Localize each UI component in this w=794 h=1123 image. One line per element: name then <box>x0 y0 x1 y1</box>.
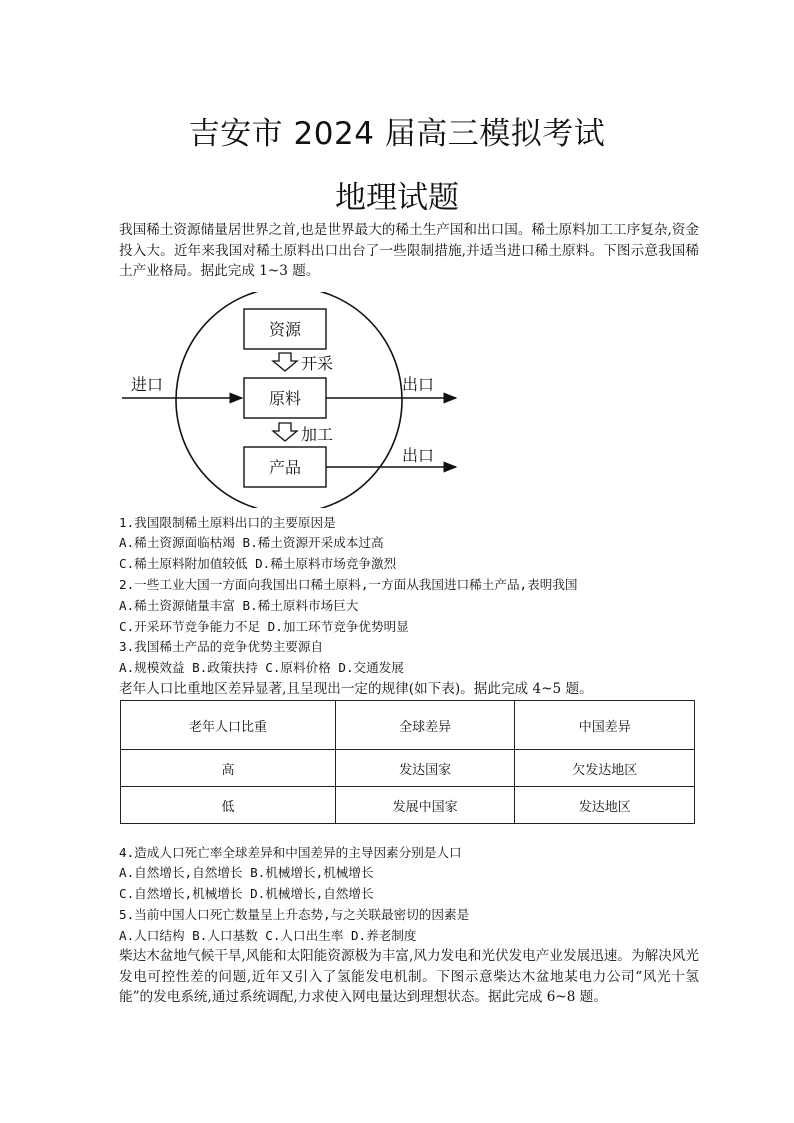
table-cell: 发达国家 <box>335 750 515 787</box>
processing-arrow-icon <box>273 423 297 441</box>
table-header-cell: 全球差异 <box>335 701 515 750</box>
intro-paragraph-qaidam: 柴达木盆地气候干旱,风能和太阳能资源极为丰富,风力发电和光伏发电产业发展迅速。为解决风光发电可控性差的问题,近年又引入了氢能发电机制。下图示意柴达木盆地某电力公司“风光十氢能”的发电系统,通过系统调配,力求使入网电量达到理想状态。据此完成 6~8 题。 <box>119 948 699 1006</box>
intro-paragraph-rare-earth: 我国稀土资源储量居世界之首,也是世界最大的稀土生产国和出口国。稀土原料加工工序复杂,资金投入大。近年来我国对稀土原料出口出台了一些限制措施,并适当进口稀土原料。下图示意我国稀土产业格局。据此完成 1~3 题。 <box>119 222 699 280</box>
question-5-options: A.人口结构 B.人口基数 C.人口出生率 D.养老制度 <box>119 928 417 943</box>
question-5-stem: 5.当前中国人口死亡数量呈上升态势,与之关联最密切的因素是 <box>119 907 470 922</box>
export-product-label: 出口 <box>402 446 435 465</box>
table-header-row <box>121 701 695 750</box>
intro-paragraph-aging: 老年人口比重地区差异显著,且呈现出一定的规律(如下表)。据此完成 4~5 题。 <box>119 681 593 697</box>
question-3-stem: 3.我国稀土产品的竞争优势主要源自 <box>119 639 324 654</box>
table-header-cell: 中国差异 <box>515 701 695 750</box>
table-cell: 高 <box>121 750 336 787</box>
question-4-options-ab: A.自然增长,自然增长 B.机械增长,机械增长 <box>119 865 374 880</box>
table-cell: 欠发达地区 <box>515 750 695 787</box>
product-label: 产品 <box>268 458 302 477</box>
question-4-stem: 4.造成人口死亡率全球差异和中国差异的主导因素分别是人口 <box>119 845 462 860</box>
table-row <box>121 787 695 824</box>
question-1-stem: 1.我国限制稀土原料出口的主要原因是 <box>119 515 336 530</box>
resource-label: 资源 <box>268 320 302 339</box>
mining-label: 开采 <box>301 354 334 373</box>
table-cell: 发展中国家 <box>335 787 515 824</box>
table-header-cell: 老年人口比重 <box>121 701 336 750</box>
exam-subtitle: 地理试题 <box>335 180 459 216</box>
mining-arrow-icon <box>273 353 297 371</box>
question-4-options-cd: C.自然增长,机械增长 D.机械增长,自然增长 <box>119 886 374 901</box>
processing-label: 加工 <box>301 425 334 444</box>
import-label: 进口 <box>131 375 164 394</box>
aging-population-table <box>120 700 695 824</box>
exam-title: 吉安市 2024 届高三模拟考试 <box>188 116 606 152</box>
question-3-options: A.规模效益 B.政策扶持 C.原料价格 D.交通发展 <box>119 660 404 675</box>
table-cell: 低 <box>121 787 336 824</box>
question-1-options-ab: A.稀土资源面临枯竭 B.稀土资源开采成本过高 <box>119 535 384 550</box>
raw-material-label: 原料 <box>268 389 302 408</box>
question-2-options-ab: A.稀土资源储量丰富 B.稀土原料市场巨大 <box>119 598 359 613</box>
export-raw-label: 出口 <box>402 375 435 394</box>
question-2-options-cd: C.开采环节竞争能力不足 D.加工环节竞争优势明显 <box>119 619 409 634</box>
rare-earth-industry-diagram <box>119 292 479 508</box>
question-1-options-cd: C.稀土原料附加值较低 D.稀土原料市场竞争激烈 <box>119 556 397 571</box>
table-cell: 发达地区 <box>515 787 695 824</box>
question-2-stem: 2.一些工业大国一方面向我国出口稀土原料,一方面从我国进口稀土产品,表明我国 <box>119 577 578 592</box>
table-row <box>121 750 695 787</box>
